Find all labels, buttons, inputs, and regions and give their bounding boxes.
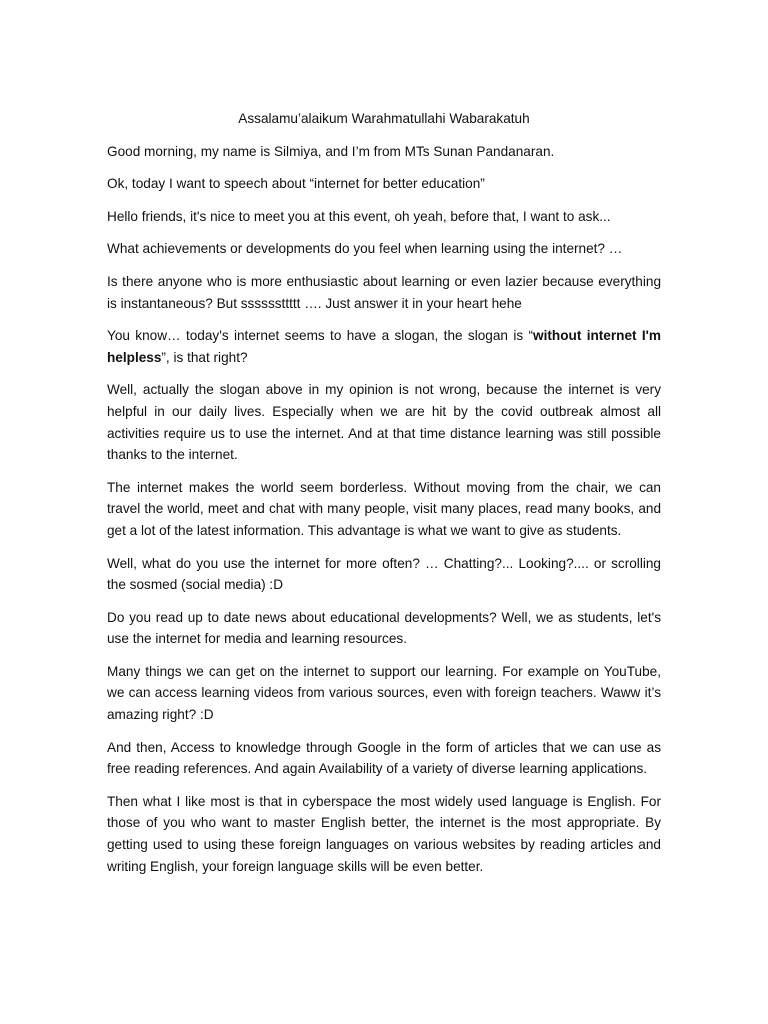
- paragraph-enthusiasm: Is there anyone who is more enthusiastic about learning or even lazier because everything is instantaneous? But ssssssttttt …. Just answer it in your heart hehe: [107, 273, 661, 311]
- paragraph-hello: Hello friends, it's nice to meet you at this event, oh yeah, before that, I want to ask...: [107, 208, 611, 224]
- slogan-tail-text: ”, is that right?: [161, 349, 248, 365]
- paragraph-slogan: [107, 325, 661, 368]
- paragraph-question: What achievements or developments do you feel when learning using the internet? …: [107, 241, 623, 257]
- paragraph-opinion: Well, actually the slogan above in my opinion is not wrong, because the internet is very helpful in our daily lives. Especially when we are hit by the covid outbreak almost all activities require us to use the internet. And at that time distance learning was still possible thanks to the internet.: [107, 382, 661, 463]
- paragraph-english: Then what I like most is that in cyberspace the most widely used language is English. For those of you who want to master English better, the internet is the most appropriate. By getting used to using these foreign languages on various websites by reading articles and writing English, your foreign language skills will be even better.: [107, 793, 661, 874]
- paragraph-youtube: Many things we can get on the internet to support our learning. For example on YouTube, we can access learning videos from various sources, even with foreign teachers. Waww it’s amazing right? :D: [107, 663, 661, 723]
- paragraph-borderless: The internet makes the world seem borderless. Without moving from the chair, we can travel the world, meet and chat with many people, visit many places, read many books, and get a lot of the latest information. This advantage is what we want to give as students.: [107, 479, 661, 538]
- paragraph-news: Do you read up to date news about educational developments? Well, we as students, let's use the internet for media and learning resources.: [107, 609, 661, 647]
- paragraph-usage: Well, what do you use the internet for more often? … Chatting?... Looking?.... or scrolling the sosmed (social media) :D: [107, 555, 661, 593]
- paragraph-greeting: Good morning, my name is Silmiya, and I’m from MTs Sunan Pandanaran.: [107, 143, 555, 159]
- document-title: Assalamu’alaikum Warahmatullahi Wabarakatuh: [238, 111, 530, 126]
- slogan-bold-text: without internet I'm helpless: [107, 328, 661, 365]
- document-page: [107, 108, 661, 888]
- paragraph-topic: Ok, today I want to speech about “internet for better education”: [107, 176, 485, 192]
- slogan-lead-text: You know… today's internet seems to have a slogan, the slogan is “: [107, 328, 534, 344]
- paragraph-google: And then, Access to knowledge through Google in the form of articles that we can use as free reading references. And again Availability of a variety of diverse learning applications.: [107, 739, 661, 777]
